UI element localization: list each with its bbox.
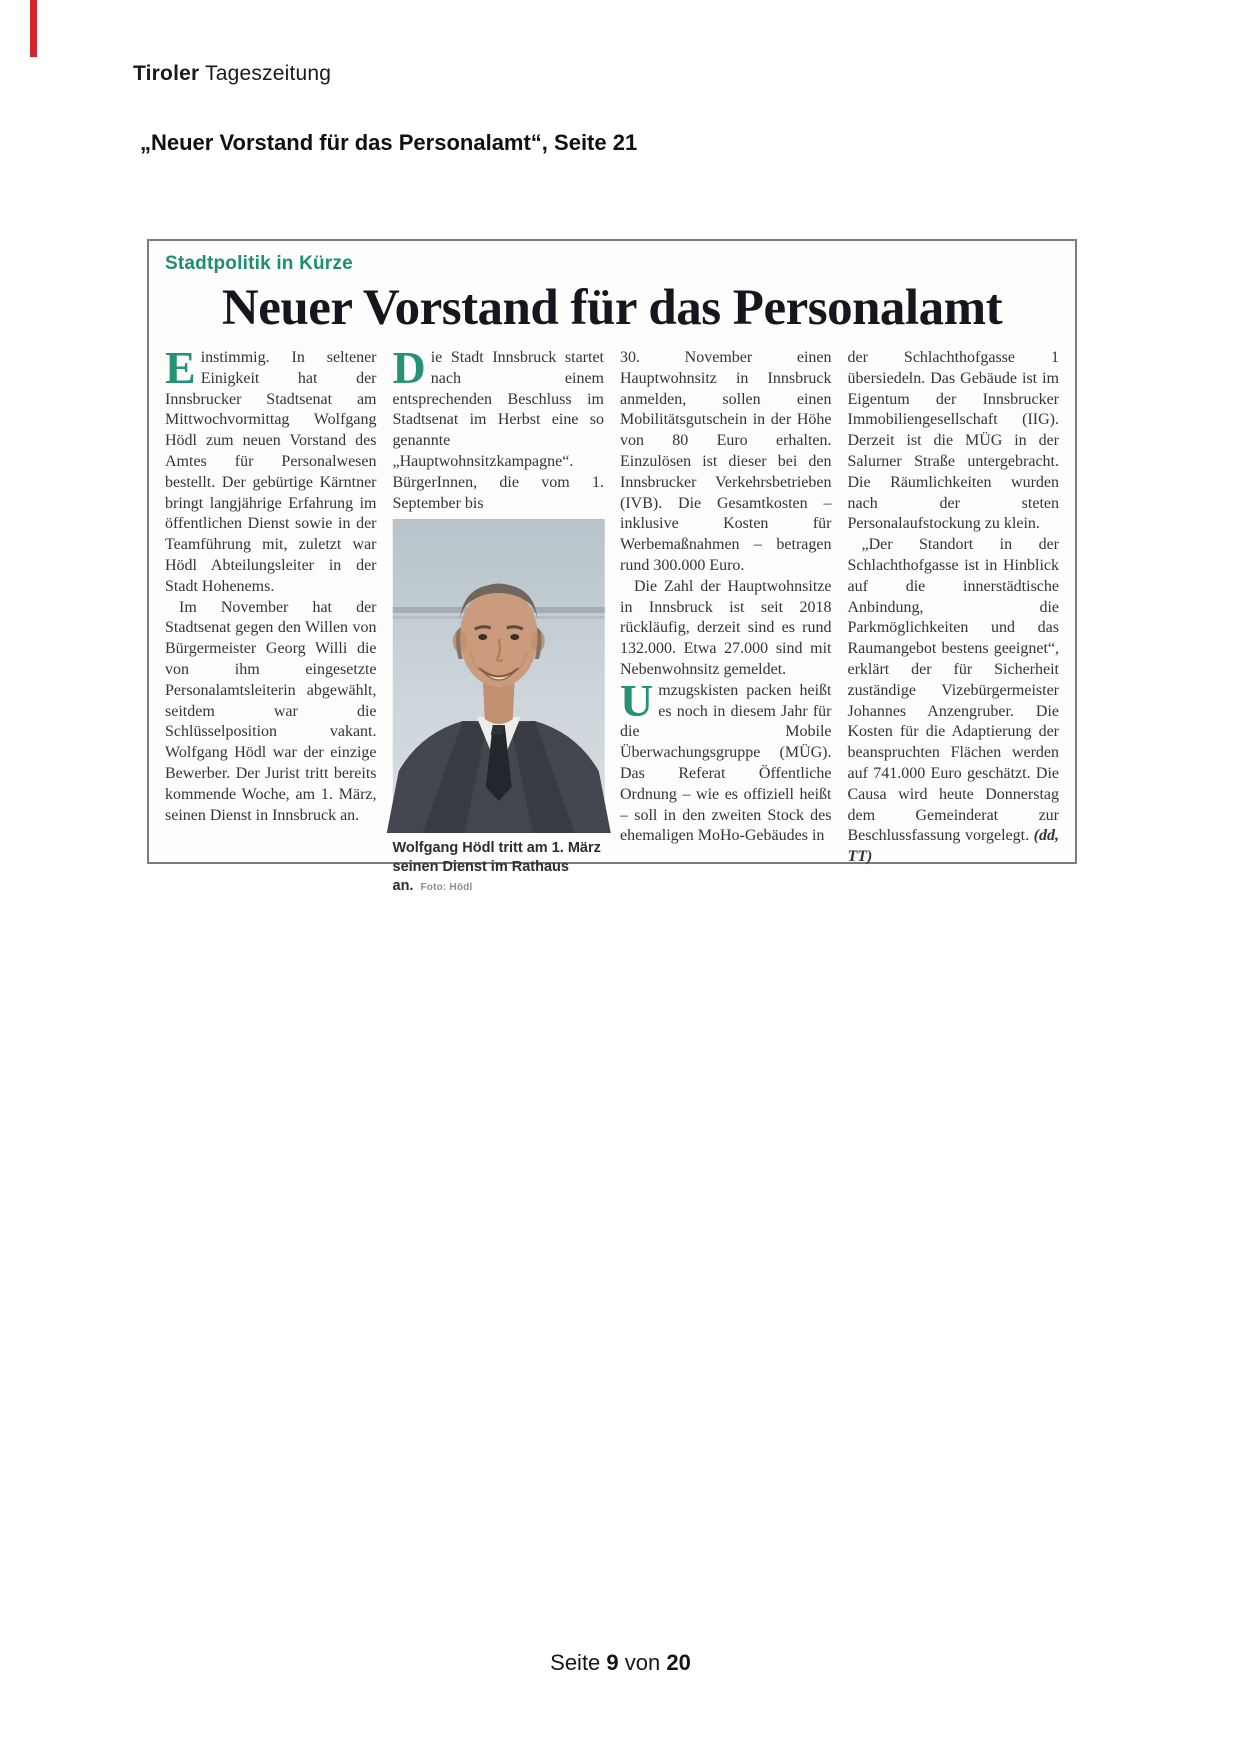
article-column-1 (165, 342, 377, 848)
paragraph-text: Die Zahl der Hauptwohnsitze in Innsbruck ist seit 2018 rückläufig, derzeit sind es rund 132.000. Etwa 27.000 sind mit Nebenwohnsitz gemeldet. (620, 577, 832, 678)
footer-total-pages: 20 (666, 1650, 691, 1675)
page-number-footer (0, 1650, 1241, 1676)
paragraph (165, 598, 377, 827)
footer-label-page: Seite (550, 1650, 607, 1675)
photo-caption (393, 839, 605, 897)
red-edge-mark (30, 0, 37, 57)
paragraph-text: Im November hat der Stadtsenat gegen den Willen von Bürgermeister Georg Willi die von ihm eingesetzte Personalamtsleiterin abgewählt, seitdem war die Schlüsselposition vakant. Wolfgang Hödl war der einzige Bewerber. Der Jurist tritt bereits kommende Woche, am 1. März, seinen Dienst in Innsbruck an. (165, 598, 377, 824)
paragraph-text: instimmig. In seltener Einigkeit hat der Innsbrucker Stadtsenat am Mittwochvormittag Wolfgang Hödl zum neuen Vorstand des Amtes für Personalwesen bestellt. Der gebürtige Kärntner bringt langjährige Erfahrung im öffentlichen Dienst sowie in der Teamführung mit, zuletzt war Hödl Abteilungsleiter in der Stadt Hohenems. (165, 349, 377, 595)
footer-current-page: 9 (606, 1650, 619, 1675)
paragraph (620, 674, 832, 847)
footer-label-of: von (618, 1650, 667, 1675)
paragraph (392, 342, 605, 514)
article-column-4 (847, 348, 1060, 866)
photo-credit: Foto: Hödl (420, 882, 473, 894)
section-kicker: Stadtpolitik in Kürze (165, 253, 353, 274)
dropcap-letter: D (392, 342, 426, 394)
portrait-photo-illustration (393, 519, 605, 833)
article-signoff: (dd, TT) (847, 827, 1059, 866)
paragraph-text: der Schlachthofgasse 1 übersiedeln. Das Gebäude ist im Eigentum der Innsbrucker Immobiliengesellschaft (IIG). Derzeit ist die MÜG in der Salurner Straße untergebracht. Die Räumlichkeiten wurden nach der steten Personalaufstockung zu klein. (847, 349, 1059, 533)
paragraph (848, 348, 1060, 535)
paragraph-text: „Der Standort in der Schlachthofgasse ist in Hinblick auf die innerstädtische Anbindung, die Parkmöglichkeiten und das Raumangebot bestens geeignet“, erklärt der für Sicherheit zuständige Vizebürgermeister Johannes Anzengruber. Die Kosten für die Adaptierung der beanspruchten Flächen werden auf 741.000 Euro geschätzt. Die Causa wird heute Donnerstag dem Gemeinderat zur Beschlussfassung vorgelegt. (847, 536, 1059, 845)
paragraph (848, 535, 1060, 868)
masthead-brand-regular: Tageszeitung (199, 62, 332, 85)
portrait-photo (393, 519, 605, 833)
paragraph-text: ie Stadt Innsbruck startet nach einem entsprechenden Beschluss im Stadtsenat im Herbst eine so genannte „Hauptwohnsitzkampagne“. BürgerInnen, die vom 1. September bis (392, 349, 604, 512)
masthead-brand-bold: Tiroler (133, 62, 200, 85)
article-columns (165, 342, 1059, 895)
subject-line: „Neuer Vorstand für das Personalamt“, Seite 21 (140, 130, 638, 155)
photo-caption-text: Wolfgang Hödl tritt am 1. März seinen Dienst im Rathaus an. (392, 840, 601, 895)
dropcap-letter: E (165, 342, 196, 394)
newspaper-clipping (147, 239, 1077, 895)
article-column-2 (392, 342, 605, 895)
article-column-3 (620, 348, 832, 848)
dropcap-letter: U (620, 674, 654, 726)
paragraph (620, 348, 832, 577)
article-headline: Neuer Vorstand für das Personalamt (221, 280, 1003, 336)
masthead (133, 62, 331, 86)
paragraph-text: 30. November einen Hauptwohnsitz in Innsbruck anmelden, sollen einen Mobilitätsgutschein in der Höhe von 80 Euro erhalten. Einzulösen ist dieser bei den Innsbrucker Verkehrsbetrieben (IVB). Die Gesamtkosten – inklusive Kosten für Werbemaßnahmen – betragen rund 300.000 Euro. (620, 349, 832, 574)
paragraph (165, 342, 377, 598)
paragraph (620, 577, 832, 681)
paragraph-text: mzugskisten packen heißt es noch in diesem Jahr für die Mobile Überwachungsgruppe (MÜG). Das Referat Öffentliche Ordnung – wie es offiziell heißt – soll in den zweiten Stock des ehemaligen MoHo-Gebäudes in (620, 681, 832, 845)
